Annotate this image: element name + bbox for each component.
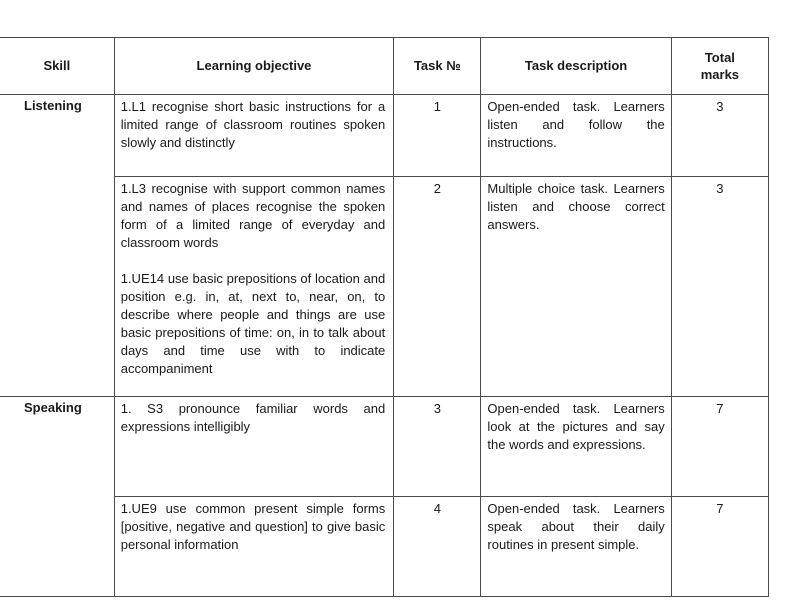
header-skill: Skill — [0, 38, 114, 95]
header-task-number: Task № — [394, 38, 481, 95]
task-description-cell: Open-ended task. Learners listen and follow the instructions. — [481, 95, 671, 177]
objective-text: 1. S3 pronounce familiar words and expressions intelligibly — [120, 401, 386, 434]
header-total-line1: Total — [704, 50, 735, 65]
header-task-description: Task description — [481, 38, 671, 95]
objective-cell — [114, 397, 394, 497]
total-marks-cell: 7 — [671, 397, 768, 497]
header-row — [0, 38, 769, 95]
objective-text: 1.UE14 use basic prepositions of location and position e.g. in, at, next to, near, on, to describe where people and things are use basic prepositions of time: on, in to talk about days and time use with to indicate accompaniment — [120, 271, 386, 376]
task-number-cell: 1 — [394, 95, 481, 177]
task-number-cell: 4 — [394, 497, 481, 597]
objective-text: 1.L1 recognise short basic instructions for a limited range of classroom routines spoken slowly and distinctly — [120, 99, 386, 150]
objective-text: 1.UE9 use common present simple forms [positive, negative and question] to give basic personal information — [120, 501, 386, 552]
total-marks-cell: 7 — [671, 497, 768, 597]
skill-cell-listening: Listening — [0, 95, 114, 397]
header-total-marks — [671, 38, 768, 95]
table-row — [0, 397, 769, 497]
objective-text: 1.L3 recognise with support common names and names of places recognise the spoken form of a limited range of everyday and classroom words — [120, 181, 386, 250]
task-description-cell: Open-ended task. Learners speak about their daily routines in present simple. — [481, 497, 671, 597]
table-row — [0, 95, 769, 177]
objective-cell — [114, 497, 394, 597]
table-row — [0, 497, 769, 597]
objective-cell — [114, 177, 394, 397]
header-learning-objective: Learning objective — [114, 38, 394, 95]
specification-table — [0, 37, 769, 597]
objective-cell — [114, 95, 394, 177]
table-row — [0, 177, 769, 397]
total-marks-cell: 3 — [671, 177, 768, 397]
task-number-cell: 3 — [394, 397, 481, 497]
header-total-line2: marks — [700, 67, 740, 82]
task-description-cell: Multiple choice task. Learners listen and choose correct answers. — [481, 177, 671, 397]
total-marks-cell: 3 — [671, 95, 768, 177]
skill-cell-speaking: Speaking — [0, 397, 114, 597]
task-description-cell: Open-ended task. Learners look at the pictures and say the words and expressions. — [481, 397, 671, 497]
task-number-cell: 2 — [394, 177, 481, 397]
